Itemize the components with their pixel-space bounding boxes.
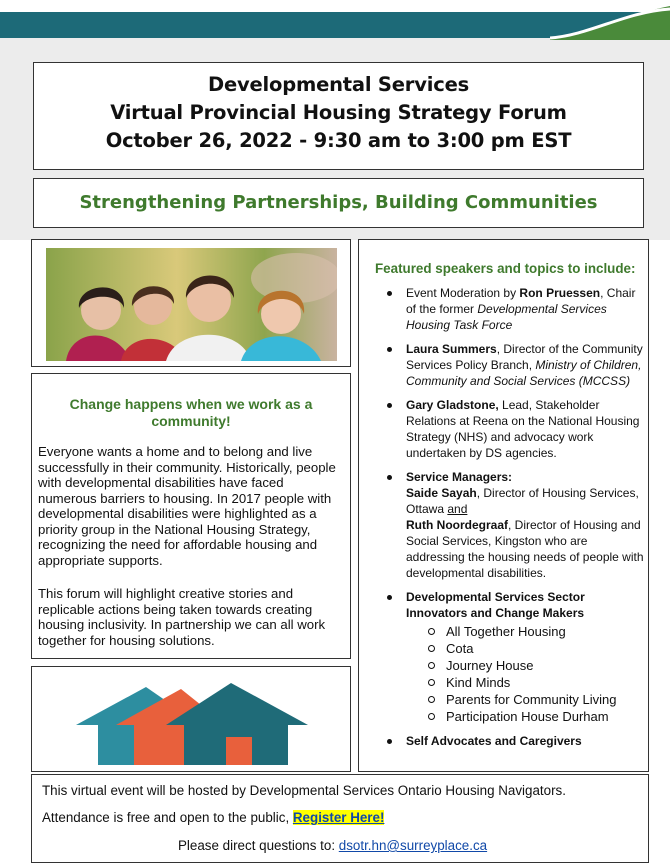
- event-title-line-1: Developmental Services: [207, 73, 470, 96]
- speakers-heading: Featured speakers and topics to include:: [375, 261, 636, 276]
- speaker-role: Lead, Stakeholder Relations at Reena on the National Housing Strategy (NHS) and advocacy work undertaken by DS agencies.: [406, 398, 640, 460]
- speaker-name: Saide Sayah: [406, 486, 477, 500]
- brand-swoosh-icon: [550, 6, 670, 40]
- innovators-item: [359, 589, 650, 725]
- logo-box: [31, 666, 351, 772]
- footer-box: [31, 774, 649, 863]
- speaker-role: , Chair of the former: [406, 286, 636, 316]
- attendance-line: [42, 810, 384, 825]
- speaker-org: Developmental Services Housing Task Force: [406, 302, 607, 332]
- speaker-name: Laura Summers: [406, 342, 497, 356]
- speaker-name: Ruth Noordegraaf: [406, 518, 508, 532]
- speaker-role: , Director of Housing and Social Services, Kingston who are addressing the housing needs of people with developmental disabilities.: [406, 518, 644, 580]
- change-section: [31, 373, 351, 659]
- closing-item: [359, 733, 650, 749]
- speaker-item: [359, 285, 650, 333]
- organization-item: Parents for Community Living: [406, 691, 644, 708]
- organization-item: Cota: [406, 640, 644, 657]
- questions-line: [178, 838, 487, 853]
- organization-item: Participation House Durham: [406, 708, 644, 725]
- event-title-line-2: Virtual Provincial Housing Strategy Forum: [110, 101, 567, 124]
- questions-text: Please direct questions to:: [178, 838, 339, 853]
- speaker-prefix: Event Moderation by: [406, 286, 520, 300]
- event-title-box: [33, 62, 644, 170]
- event-date-line: October 26, 2022 - 9:30 am to 3:00 pm EST: [105, 129, 572, 152]
- service-managers-item: [359, 469, 650, 581]
- service-managers-label: Service Managers:: [406, 470, 513, 484]
- organization-item: Kind Minds: [406, 674, 644, 691]
- organization-item: Journey House: [406, 657, 644, 674]
- speaker-name: Ron Pruessen: [519, 286, 601, 300]
- speaker-role: , Director of the Community Services Policy Branch,: [406, 342, 643, 372]
- tagline-box: [33, 178, 644, 228]
- closing-label: Self Advocates and Caregivers: [406, 734, 582, 748]
- houses-logo-icon: [76, 677, 308, 765]
- change-heading: Change happens when we work as a community!: [69, 396, 313, 429]
- organizations-list: [406, 623, 644, 725]
- photo-box: [31, 239, 351, 367]
- speaker-item: [359, 397, 650, 461]
- speakers-section: [358, 239, 649, 772]
- speaker-name: Gary Gladstone,: [406, 398, 499, 412]
- innovators-label: Developmental Services Sector Innovators and Change Makers: [406, 590, 585, 620]
- speakers-list: [359, 285, 650, 757]
- and-text: and: [447, 502, 468, 516]
- email-link[interactable]: dsotr.hn@surreyplace.ca: [338, 838, 488, 853]
- speaker-item: [359, 341, 650, 389]
- intro-paragraph: Everyone wants a home and to belong and live successfully in their community. Historically, people with developmental disabilities have faced numerous barriers to housing. In 2017 people with developmental disabilities were highlighted as a priority group in the National Housing Strategy, recognizing the need for affordable housing and appropriate supports.: [38, 444, 336, 568]
- organization-item: All Together Housing: [406, 623, 644, 640]
- register-link[interactable]: Register Here!: [292, 810, 385, 825]
- hosted-text: This virtual event will be hosted by Developmental Services Ontario Housing Navigators.: [42, 783, 566, 798]
- attendance-text: Attendance is free and open to the public,: [42, 810, 293, 825]
- speaker-role: , Director of Housing Services, Ottawa: [406, 486, 639, 516]
- tagline: Strengthening Partnerships, Building Communities: [79, 192, 598, 213]
- speaker-org: Ministry of Children, Community and Social Services (MCCSS): [406, 358, 642, 388]
- forum-paragraph: This forum will highlight creative stories and replicable actions being taken towards creating housing inclusivity. In partnership we can all work together for housing solutions.: [38, 586, 326, 648]
- group-photo: [46, 248, 337, 361]
